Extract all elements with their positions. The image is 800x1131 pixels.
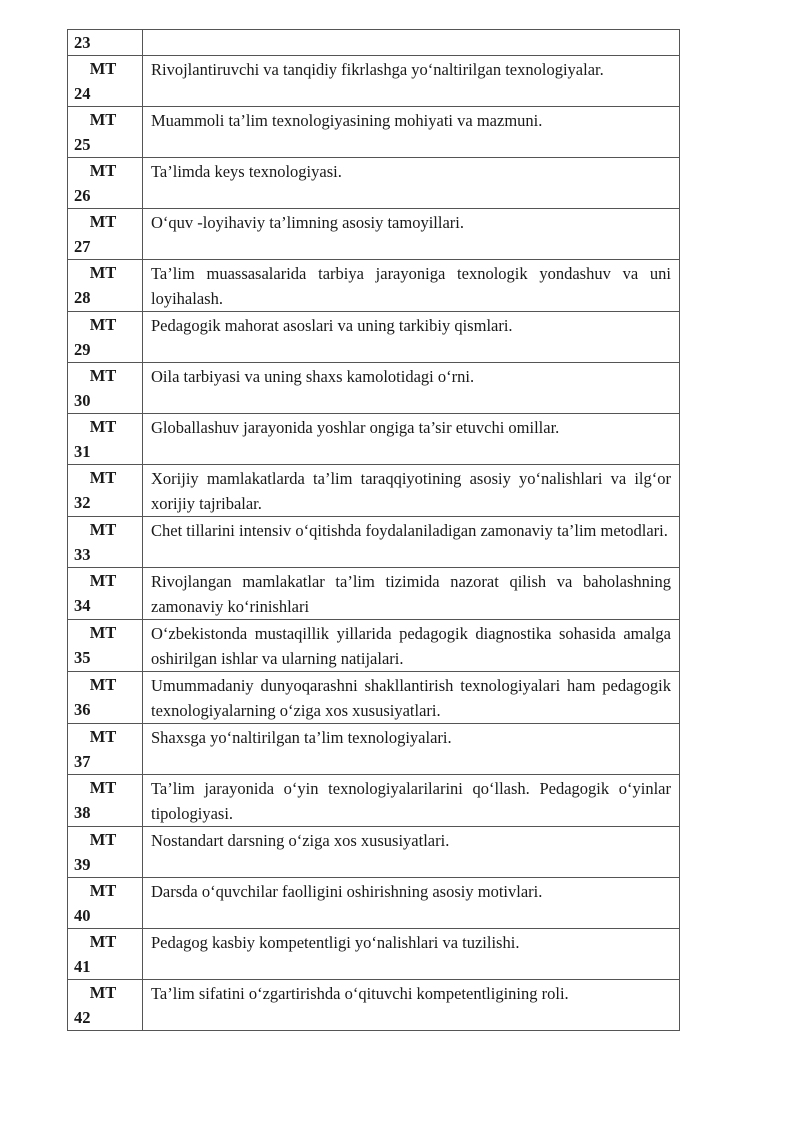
topic-code-cell bbox=[68, 465, 143, 517]
topic-text-cell: Rivojlantiruvchi va tanqidiy fikrlashga yo‘naltirilgan texnologiyalar. bbox=[143, 56, 680, 107]
topic-code-number: 29 bbox=[74, 340, 91, 359]
topic-code-prefix: MT bbox=[89, 932, 117, 951]
topic-code-number: 42 bbox=[74, 1008, 91, 1027]
topic-code-cell bbox=[68, 30, 143, 56]
topic-code-cell bbox=[68, 158, 143, 209]
topic-text-cell: Ta’lim sifatini o‘zgartirishda o‘qituvchi kompetentligining roli. bbox=[143, 980, 680, 1031]
topic-code-cell bbox=[68, 775, 143, 827]
topic-code-prefix: MT bbox=[89, 417, 117, 436]
table-row bbox=[68, 312, 680, 363]
topic-text-cell: Rivojlangan mamlakatlar ta’lim tizimida nazorat qilish va baholashning zamonaviy ko‘rinishlari bbox=[143, 568, 680, 620]
table-row bbox=[68, 568, 680, 620]
topic-code-cell bbox=[68, 312, 143, 363]
topic-code-cell bbox=[68, 980, 143, 1031]
table-row bbox=[68, 414, 680, 465]
topic-code-prefix: MT bbox=[89, 263, 117, 282]
topic-code-number: 38 bbox=[74, 803, 91, 822]
topic-code-cell bbox=[68, 363, 143, 414]
topic-text-cell: Muammoli ta’lim texnologiyasining mohiyati va mazmuni. bbox=[143, 107, 680, 158]
table-row bbox=[68, 107, 680, 158]
topic-code-prefix: MT bbox=[89, 778, 117, 797]
topic-code-number: 37 bbox=[74, 752, 91, 771]
topic-code-cell bbox=[68, 878, 143, 929]
topic-code-prefix: MT bbox=[89, 315, 117, 334]
table-row bbox=[68, 209, 680, 260]
topic-code-cell bbox=[68, 620, 143, 672]
table-row bbox=[68, 980, 680, 1031]
topic-code-number: 34 bbox=[74, 596, 91, 615]
topic-text-cell bbox=[143, 30, 680, 56]
topic-code-prefix: MT bbox=[89, 59, 117, 78]
table-row bbox=[68, 775, 680, 827]
topic-code-number: 39 bbox=[74, 855, 91, 874]
topic-code-prefix: MT bbox=[89, 366, 117, 385]
topic-code-cell bbox=[68, 107, 143, 158]
topic-code-number: 31 bbox=[74, 442, 91, 461]
table-row bbox=[68, 878, 680, 929]
topic-code-number: 24 bbox=[74, 84, 91, 103]
topic-text-cell: Pedagogik mahorat asoslari va uning tarkibiy qismlari. bbox=[143, 312, 680, 363]
topic-text-cell: Nostandart darsning o‘ziga xos xususiyatlari. bbox=[143, 827, 680, 878]
topic-code-cell bbox=[68, 260, 143, 312]
topic-code-cell bbox=[68, 56, 143, 107]
topic-code-cell bbox=[68, 672, 143, 724]
topic-text-cell: Shaxsga yo‘naltirilgan ta’lim texnologiyalari. bbox=[143, 724, 680, 775]
topic-code-number: 33 bbox=[74, 545, 91, 564]
topic-code-prefix: MT bbox=[89, 212, 117, 231]
topic-code-number: 35 bbox=[74, 648, 91, 667]
topic-code-cell bbox=[68, 929, 143, 980]
topic-code-number: 30 bbox=[74, 391, 91, 410]
topic-code-number: 23 bbox=[74, 33, 91, 52]
topic-code-number: 32 bbox=[74, 493, 91, 512]
topic-code-prefix: MT bbox=[89, 110, 117, 129]
topic-code-prefix: MT bbox=[89, 161, 117, 180]
topic-code-number: 27 bbox=[74, 237, 91, 256]
topic-code-cell bbox=[68, 724, 143, 775]
topic-code-prefix: MT bbox=[89, 675, 117, 694]
topic-text-cell: Pedagog kasbiy kompetentligi yo‘nalishlari va tuzilishi. bbox=[143, 929, 680, 980]
topics-table-body bbox=[68, 30, 680, 1031]
topic-code-cell bbox=[68, 517, 143, 568]
topic-code-number: 25 bbox=[74, 135, 91, 154]
topic-text-cell: Ta’limda keys texnologiyasi. bbox=[143, 158, 680, 209]
topic-text-cell: Ta’lim jarayonida o‘yin texnologiyalarilarini qo‘llash. Pedagogik o‘yinlar tipologiyasi. bbox=[143, 775, 680, 827]
topic-code-prefix: MT bbox=[89, 727, 117, 746]
topic-code-prefix: MT bbox=[89, 623, 117, 642]
topic-text-cell: Darsda o‘quvchilar faolligini oshirishning asosiy motivlari. bbox=[143, 878, 680, 929]
table-row bbox=[68, 672, 680, 724]
topic-text-cell: Ta’lim muassasalarida tarbiya jarayoniga texnologik yondashuv va uni loyihalash. bbox=[143, 260, 680, 312]
table-row bbox=[68, 260, 680, 312]
topic-code-cell bbox=[68, 827, 143, 878]
table-row bbox=[68, 158, 680, 209]
table-row bbox=[68, 929, 680, 980]
topic-code-prefix: MT bbox=[89, 983, 117, 1002]
topic-code-prefix: MT bbox=[89, 468, 117, 487]
topic-text-cell: O‘quv -loyihaviy ta’limning asosiy tamoyillari. bbox=[143, 209, 680, 260]
topic-text-cell: Umummadaniy dunyoqarashni shakllantirish texnologiyalari ham pedagogik texnologiyalarning o‘ziga xos xususiyatlari. bbox=[143, 672, 680, 724]
table-row bbox=[68, 56, 680, 107]
table-row bbox=[68, 30, 680, 56]
topic-code-cell bbox=[68, 209, 143, 260]
topic-code-cell bbox=[68, 568, 143, 620]
topic-code-number: 41 bbox=[74, 957, 91, 976]
topic-code-number: 28 bbox=[74, 288, 91, 307]
table-row bbox=[68, 465, 680, 517]
topic-code-prefix: MT bbox=[89, 520, 117, 539]
topic-code-prefix: MT bbox=[89, 830, 117, 849]
topic-text-cell: Chet tillarini intensiv o‘qitishda foydalaniladigan zamonaviy ta’lim metodlari. bbox=[143, 517, 680, 568]
table-row bbox=[68, 517, 680, 568]
topic-text-cell: Oila tarbiyasi va uning shaxs kamolotidagi o‘rni. bbox=[143, 363, 680, 414]
topic-text-cell: Xorijiy mamlakatlarda ta’lim taraqqiyotining asosiy yo‘nalishlari va ilg‘or xorijiy tajribalar. bbox=[143, 465, 680, 517]
table-row bbox=[68, 620, 680, 672]
topics-table bbox=[67, 29, 680, 1031]
topic-text-cell: O‘zbekistonda mustaqillik yillarida pedagogik diagnostika sohasida amalga oshirilgan ishlar va ularning natijalari. bbox=[143, 620, 680, 672]
table-row bbox=[68, 827, 680, 878]
topic-code-number: 36 bbox=[74, 700, 91, 719]
topic-code-prefix: MT bbox=[89, 571, 117, 590]
topic-code-number: 40 bbox=[74, 906, 91, 925]
topic-code-prefix: MT bbox=[89, 881, 117, 900]
topic-text-cell: Globallashuv jarayonida yoshlar ongiga ta’sir etuvchi omillar. bbox=[143, 414, 680, 465]
topic-code-cell bbox=[68, 414, 143, 465]
table-row bbox=[68, 724, 680, 775]
table-row bbox=[68, 363, 680, 414]
topic-code-number: 26 bbox=[74, 186, 91, 205]
